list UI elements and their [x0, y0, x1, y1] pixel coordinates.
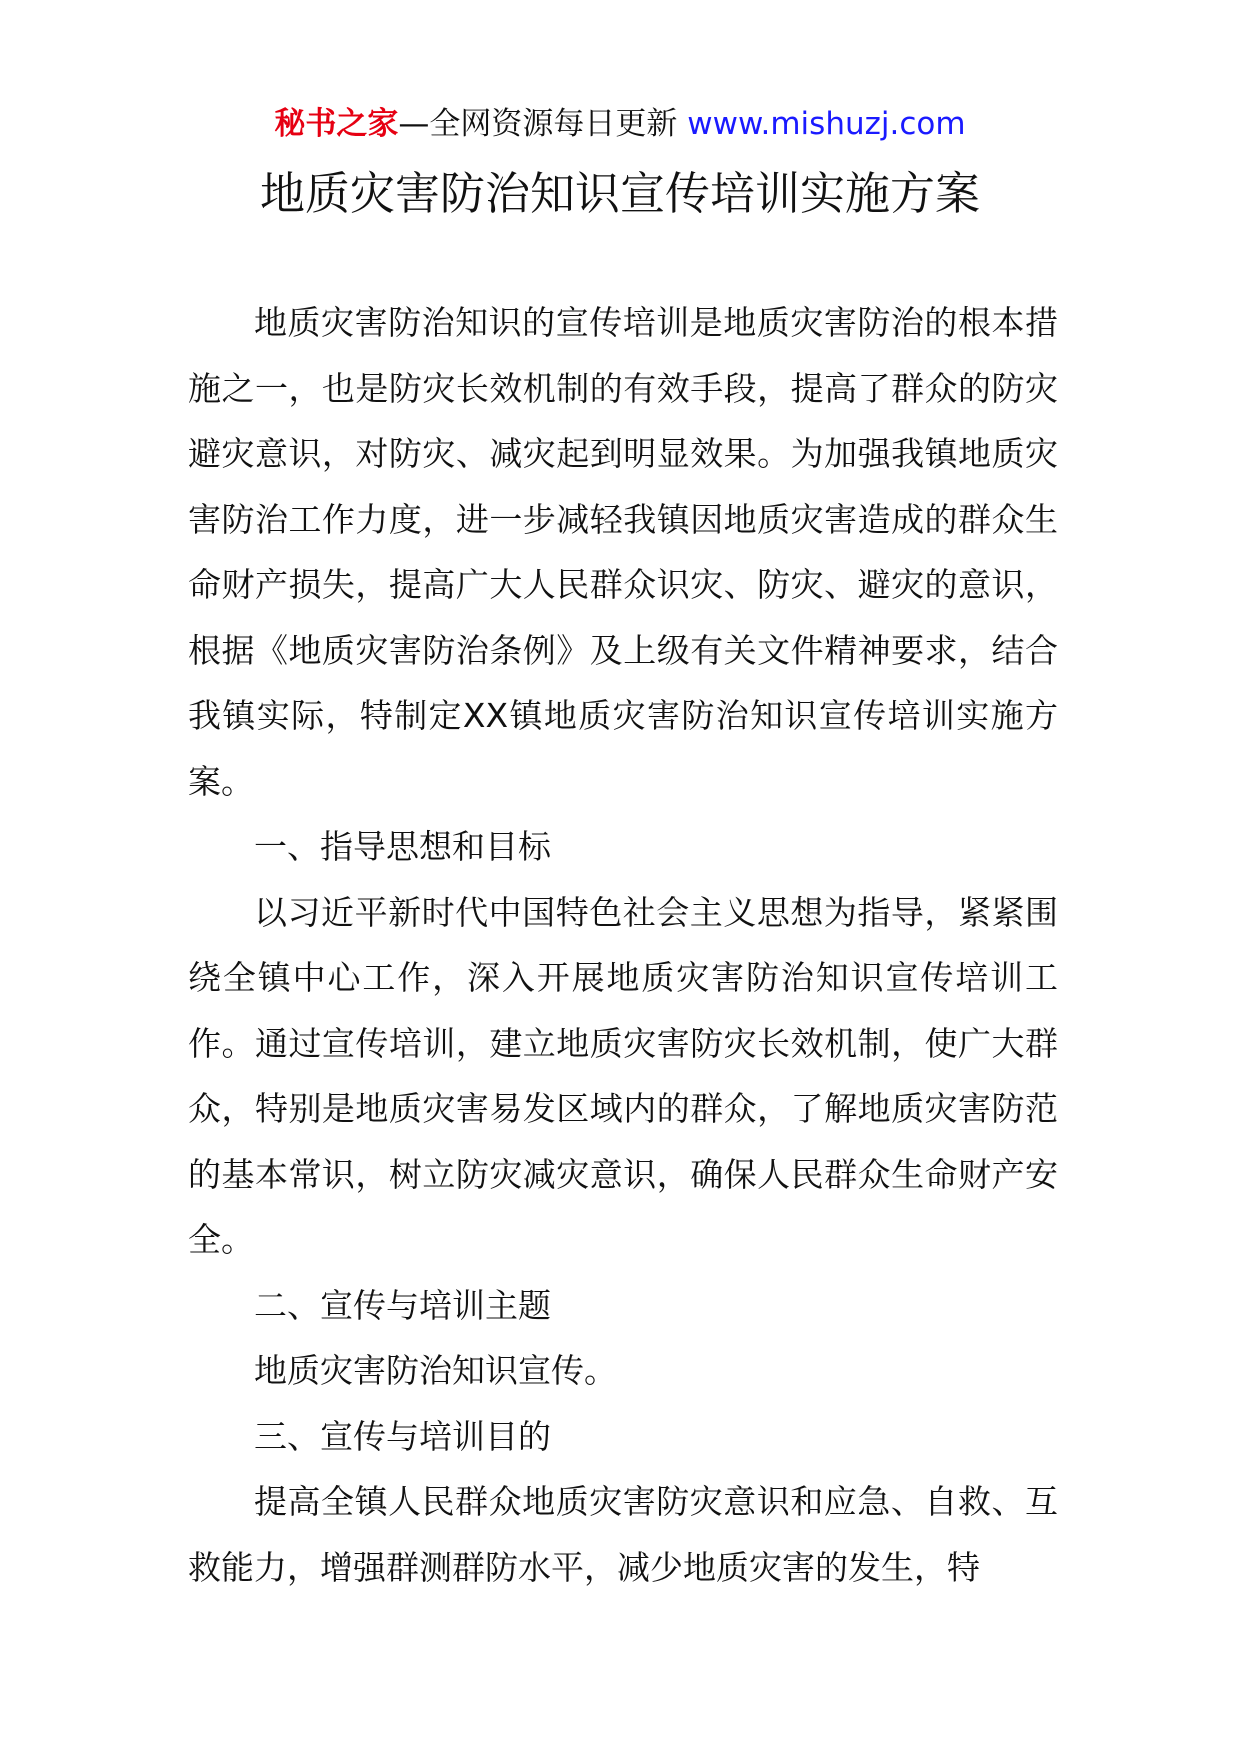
site-brand: 秘书之家	[274, 106, 399, 142]
site-tagline: —全网资源每日更新	[398, 106, 678, 142]
site-url-link[interactable]: www.mishuzj.com	[687, 106, 966, 142]
paragraph-purpose: 提高全镇人民群众地质灾害防灾意识和应急、自救、互救能力，增强群测群防水平，减少地质灾害的发生，特	[188, 1482, 1058, 1587]
document-title: 地质灾害防治知识宣传培训实施方案	[259, 167, 980, 220]
document-body	[188, 290, 1058, 1600]
section-heading-2: 二、宣传与培训主题	[254, 1285, 551, 1325]
paragraph-theme: 地质灾害防治知识宣传。	[254, 1351, 617, 1390]
paragraph-guiding-ideas: 以习近平新时代中国特色社会主义思想为指导，紧紧围绕全镇中心工作，深入开展地质灾害防治知识宣传培训工作。通过宣传培训，建立地质灾害防灾长效机制，使广大群众，特别是地质灾害易发区域内的群众，了解地质灾害防范的基本常识，树立防灾减灾意识，确保人民群众生命财产安全。	[188, 892, 1058, 1259]
section-heading-3: 三、宣传与培训目的	[254, 1416, 551, 1456]
site-header	[0, 104, 1240, 144]
section-heading-1: 一、指导思想和目标	[254, 827, 551, 866]
paragraph-intro: 地质灾害防治知识的宣传培训是地质灾害防治的根本措施之一，也是防灾长效机制的有效手段，提高了群众的防灾避灾意识，对防灾、减灾起到明显效果。为加强我镇地质灾害防治工作力度，进一步减轻我镇因地质灾害造成的群众生命财产损失，提高广大人民群众识灾、防灾、避灾的意识，根据《地质灾害防治条例》及上级有关文件精神要求，结合我镇实际，特制定XX镇地质灾害防治知识宣传培训实施方案。	[188, 303, 1058, 801]
